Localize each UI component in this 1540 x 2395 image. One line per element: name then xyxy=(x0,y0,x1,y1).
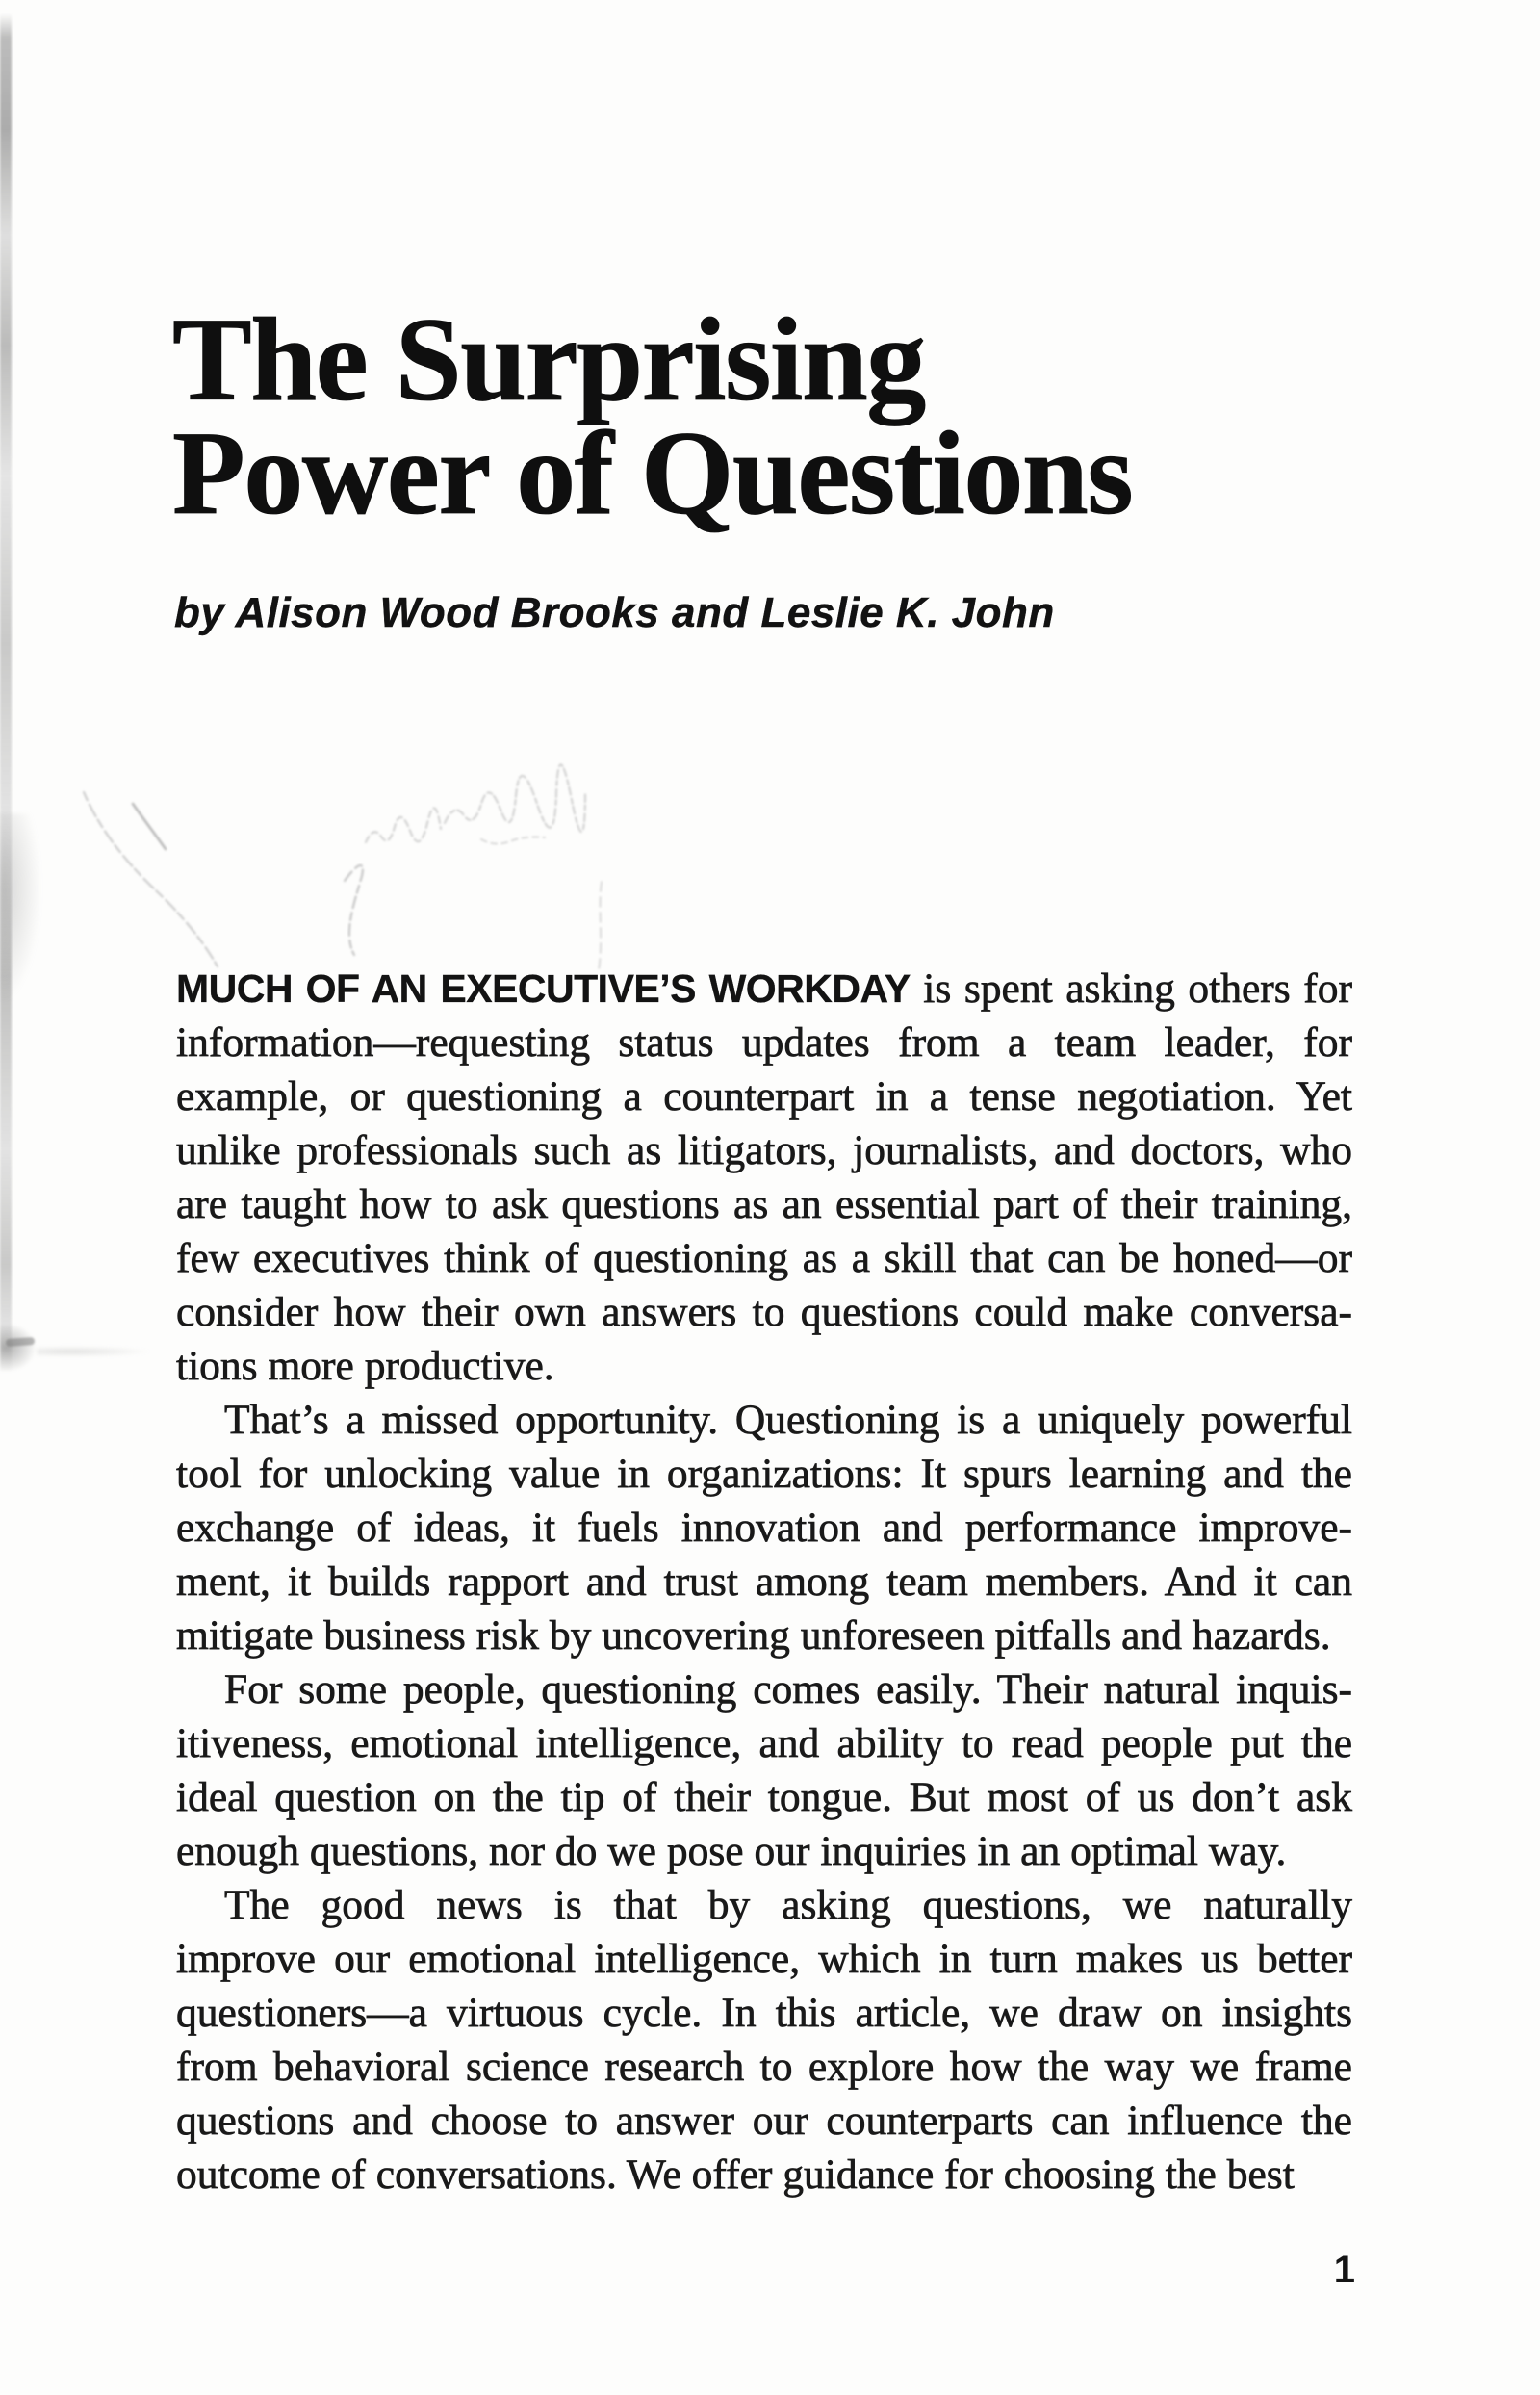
body-line: consider how their own answers to questions could make conversa- xyxy=(176,1289,1352,1335)
title-line-1: The Surprising xyxy=(172,294,925,425)
body-line: questioners—a virtuous cycle. In this article, we draw on insights xyxy=(176,1990,1352,2036)
body-line: itiveness, emotional intelligence, and ability to read people put the xyxy=(176,1720,1352,1766)
body-line-text: is spent asking others for xyxy=(910,966,1352,1012)
body-line: improve our emotional intelligence, which in turn makes us better xyxy=(176,1936,1352,1982)
scan-edge-blob-artifact xyxy=(0,1325,35,1371)
title-line-2: Power of Questions xyxy=(172,407,1133,539)
body-line: tool for unlocking value in organizations: It spurs learning and the xyxy=(176,1451,1352,1497)
body-line: enough questions, nor do we pose our inquiries in an optimal way. xyxy=(176,1828,1287,1874)
body-line: unlike professionals such as litigators, journalists, and doctors, who xyxy=(176,1127,1352,1173)
body-line: mitigate business risk by uncovering unforeseen pitfalls and hazards. xyxy=(176,1612,1331,1659)
body-line: are taught how to ask questions as an essential part of their training, xyxy=(176,1181,1352,1227)
body-line: few executives think of questioning as a skill that can be honed—or xyxy=(176,1235,1352,1281)
body-line: tions more productive. xyxy=(176,1343,554,1389)
body-line xyxy=(176,962,1352,1016)
body-line: ment, it builds rapport and trust among team members. And it can xyxy=(176,1558,1352,1605)
article-title xyxy=(172,294,1133,539)
body-line: exchange of ideas, it fuels innovation and performance improve- xyxy=(176,1505,1352,1551)
body-line: example, or questioning a counterpart in a tense negotiation. Yet xyxy=(176,1073,1352,1120)
body-line: For some people, questioning comes easily. Their natural inquis- xyxy=(224,1666,1352,1713)
body-line: outcome of conversations. We offer guidance for choosing the best xyxy=(176,2151,1295,2198)
body-line: The good news is that by asking questions, we naturally xyxy=(224,1882,1352,1928)
body-line: from behavioral science research to explore how the way we frame xyxy=(176,2044,1352,2090)
article-byline: by Alison Wood Brooks and Leslie K. John xyxy=(174,589,1055,636)
body-line: ideal question on the tip of their tongue. But most of us don’t ask xyxy=(176,1774,1352,1820)
body-line: information—requesting status updates from a team leader, for xyxy=(176,1019,1352,1066)
scan-edge-blotch-artifact xyxy=(0,813,40,1001)
body-line: That’s a missed opportunity. Questioning is a uniquely powerful xyxy=(224,1397,1352,1443)
article-body xyxy=(176,962,1352,2202)
scan-speck-trail-artifact xyxy=(37,1346,152,1357)
scan-edge-strip-artifact xyxy=(0,13,12,1373)
page-number: 1 xyxy=(1333,2249,1355,2291)
lead-in-caps: MUCH OF AN EXECUTIVE’S WORKDAY xyxy=(176,966,911,1011)
body-line: questions and choose to answer our counterparts can influence the xyxy=(176,2098,1352,2144)
